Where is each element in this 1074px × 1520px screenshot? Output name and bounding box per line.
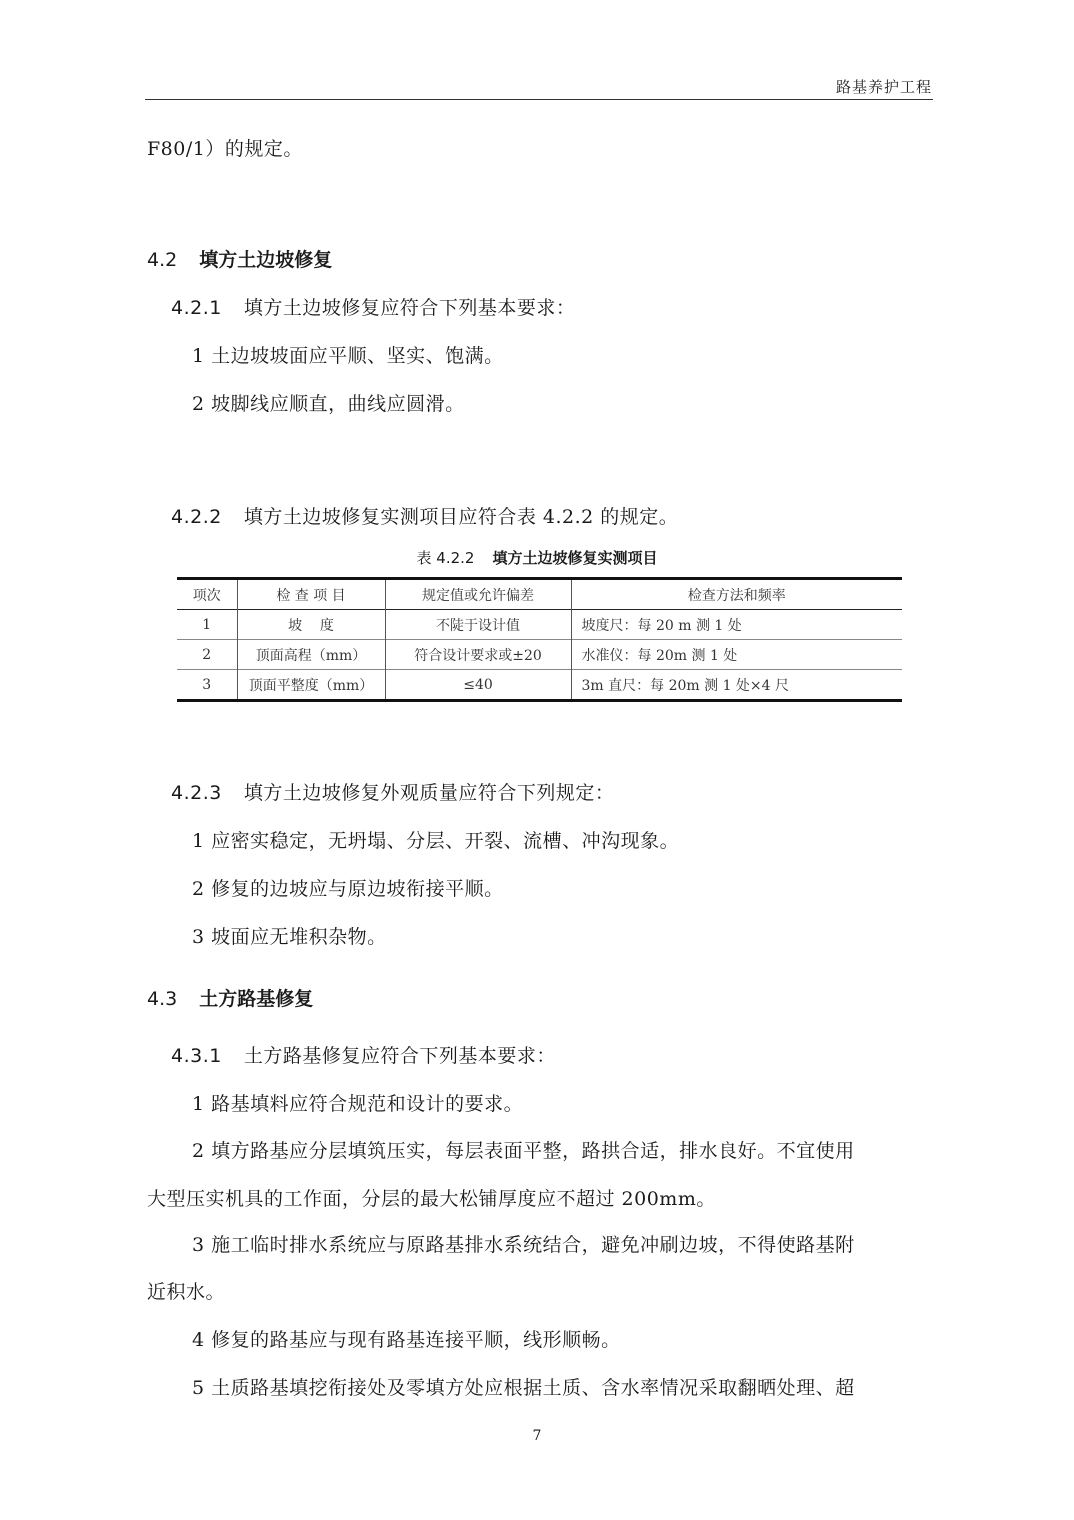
clause-number: 4.3.1 [171, 1045, 222, 1067]
inspection-table [177, 577, 902, 702]
table-cell: 2 [177, 640, 237, 670]
clause-text: 填方土边坡修复实测项目应符合表 4.2.2 的规定。 [243, 506, 679, 528]
section-number: 4.3 [147, 988, 178, 1010]
table-header-cell: 检查方法和频率 [571, 579, 902, 610]
list-item: 1 应密实稳定，无坍塌、分层、开裂、流槽、冲沟现象。 [192, 830, 680, 852]
table-row [177, 640, 902, 670]
list-item-continuation: 大型压实机具的工作面，分层的最大松铺厚度应不超过 200mm。 [147, 1188, 716, 1210]
table-caption-number: 表 4.2.2 [416, 549, 475, 567]
section-number: 4.2 [147, 249, 178, 271]
table-cell: 符合设计要求或±20 [385, 640, 571, 670]
clause-number: 4.2.3 [171, 782, 222, 804]
table-header-cell: 项次 [177, 579, 237, 610]
clause-4-2-1 [171, 293, 575, 320]
clause-4-3-1 [171, 1041, 556, 1068]
clause-4-2-2 [171, 502, 678, 529]
list-item-continuation: 近积水。 [147, 1281, 226, 1303]
table-caption-title: 填方土边坡修复实测项目 [492, 549, 658, 567]
table-row [177, 670, 902, 701]
table-cell: 顶面平整度（mm） [237, 670, 385, 701]
table-caption [0, 547, 1074, 568]
table-cell: 3m 直尺：每 20m 测 1 处×4 尺 [571, 670, 902, 701]
section-title: 土方路基修复 [199, 988, 314, 1010]
list-item: 1 土边坡坡面应平顺、坚实、饱满。 [192, 345, 504, 367]
table-cell: 水准仪：每 20m 测 1 处 [571, 640, 902, 670]
table-cell: 坡度尺：每 20 m 测 1 处 [571, 610, 902, 640]
table-cell: 1 [177, 610, 237, 640]
table-cell: ≤40 [385, 670, 571, 701]
table-header-row [177, 579, 902, 610]
clause-4-2-3 [171, 778, 614, 805]
section-title: 填方土边坡修复 [199, 249, 333, 271]
clause-text: 填方土边坡修复外观质量应符合下列规定： [243, 782, 615, 804]
list-item: 5 土质路基填挖衔接处及零填方处应根据土质、含水率情况采取翻晒处理、超 [192, 1377, 855, 1399]
table-cell: 3 [177, 670, 237, 701]
list-item: 4 修复的路基应与现有路基连接平顺，线形顺畅。 [192, 1329, 621, 1351]
header-rule [145, 99, 933, 100]
continuation-text: F80/1）的规定。 [147, 138, 303, 160]
clause-text: 填方土边坡修复应符合下列基本要求： [243, 297, 576, 319]
page-number: 7 [532, 1428, 542, 1444]
list-item: 2 修复的边坡应与原边坡衔接平顺。 [192, 878, 504, 900]
clause-text: 土方路基修复应符合下列基本要求： [243, 1045, 556, 1067]
running-header-title: 路基养护工程 [835, 78, 932, 96]
table-row [177, 610, 902, 640]
table-header-cell: 检 查 项 目 [237, 579, 385, 610]
table-cell: 顶面高程（mm） [237, 640, 385, 670]
list-item: 1 路基填料应符合规范和设计的要求。 [192, 1093, 524, 1115]
list-item: 2 坡脚线应顺直，曲线应圆滑。 [192, 393, 465, 415]
table-header-cell: 规定值或允许偏差 [385, 579, 571, 610]
list-item: 2 填方路基应分层填筑压实，每层表面平整，路拱合适，排水良好。不宜使用 [192, 1140, 855, 1162]
section-heading-4-3 [147, 984, 313, 1011]
list-item: 3 施工临时排水系统应与原路基排水系统结合，避免冲刷边坡，不得使路基附 [192, 1234, 855, 1256]
list-item: 3 坡面应无堆积杂物。 [192, 926, 387, 948]
table-cell: 坡 度 [237, 610, 385, 640]
table-cell: 不陡于设计值 [385, 610, 571, 640]
clause-number: 4.2.2 [171, 506, 222, 528]
clause-number: 4.2.1 [171, 297, 222, 319]
section-heading-4-2 [147, 245, 332, 272]
